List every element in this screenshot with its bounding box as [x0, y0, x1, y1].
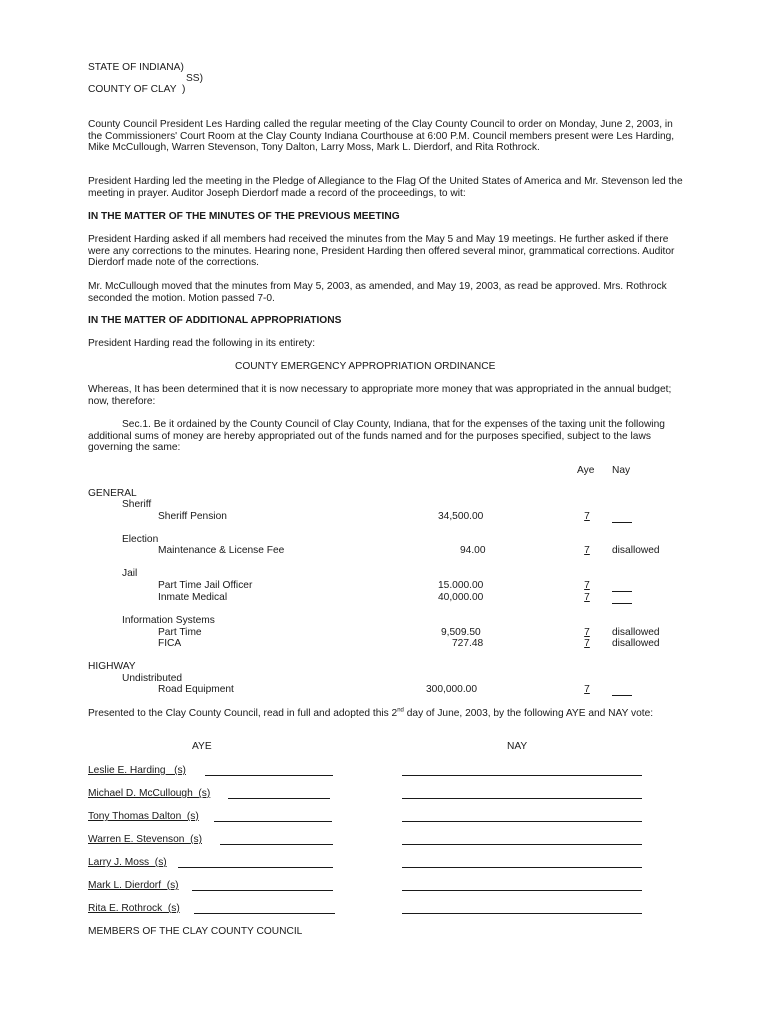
nay-disallowed-maintenance-fee: disallowed	[612, 545, 660, 556]
aye-vote-part-time: 7	[584, 627, 590, 638]
section-one-paragraph: Sec.1. Be it ordained by the County Council of Clay County, Indiana, that for the expenses of the taxing unit the following additional sums of money are hereby appropriated out of the funds named and for the purposes specified, subject to the laws governing the same:	[88, 419, 665, 454]
aye-column-header: Aye	[577, 465, 595, 476]
signature-member-dalton: Tony Thomas Dalton (s)	[88, 811, 199, 822]
signature-member-dierdorf: Mark L. Dierdorf (s)	[88, 880, 179, 891]
aye-vote-road-equipment: 7	[584, 684, 590, 695]
caption-county: COUNTY OF CLAY )	[88, 84, 186, 95]
nay-disallowed-part-time: disallowed	[612, 627, 660, 638]
nay-signatures-header: NAY	[507, 741, 528, 752]
heading-minutes: IN THE MATTER OF THE MINUTES OF THE PREVIOUS MEETING	[88, 211, 400, 222]
signature-member-harding: Leslie E. Harding (s)	[88, 765, 186, 776]
nay-blank-road-equipment	[612, 695, 632, 696]
aye-line-harding	[205, 775, 333, 776]
signature-member-rothrock: Rita E. Rothrock (s)	[88, 903, 180, 914]
adoption-text-part2: day of June, 2003, by the following AYE and NAY vote:	[403, 708, 654, 719]
whereas-paragraph: Whereas, It has been determined that it is now necessary to appropriate more money that was appropriated in the annual budget; now, therefore:	[88, 384, 672, 407]
motion-paragraph: Mr. McCullough moved that the minutes from May 5, 2003, as amended, and May 19, 2003, as read be approved. Mrs. Rothrock seconded the motion. Motion passed 7-0.	[88, 281, 667, 304]
dept-information-systems: Information Systems	[122, 615, 215, 626]
signature-member-mccullough: Michael D. McCullough (s)	[88, 788, 211, 799]
line-item-road-equipment: Road Equipment	[158, 684, 234, 695]
ordinance-title: COUNTY EMERGENCY APPROPRIATION ORDINANCE	[235, 361, 496, 372]
fund-general: GENERAL	[88, 488, 137, 499]
amount-sheriff-pension: 34,500.00	[438, 511, 484, 522]
nay-line-rothrock	[402, 913, 642, 914]
amount-part-time-jail-officer: 15.000.00	[438, 580, 484, 591]
caption-ss: SS)	[186, 73, 203, 84]
aye-vote-inmate-medical: 7	[584, 592, 590, 603]
aye-line-moss	[178, 867, 333, 868]
line-item-maintenance-fee: Maintenance & License Fee	[158, 545, 285, 556]
nay-line-moss	[402, 867, 642, 868]
aye-signatures-header: AYE	[192, 741, 212, 752]
fund-highway: HIGHWAY	[88, 661, 136, 672]
signature-member-moss: Larry J. Moss (s)	[88, 857, 167, 868]
nay-line-dalton	[402, 821, 642, 822]
nay-line-mccullough	[402, 798, 642, 799]
amount-fica: 727.48	[452, 638, 484, 649]
nay-blank-sheriff-pension	[612, 522, 632, 523]
nay-disallowed-fica: disallowed	[612, 638, 660, 649]
adoption-text-part1: Presented to the Clay County Council, read in full and adopted this 2	[88, 708, 398, 719]
minutes-paragraph: President Harding asked if all members had received the minutes from the May 5 and May 19 meetings. He further asked if there were any corrections to the minutes. Hearing none, President Harding then offered several minor, grammatical corrections. Auditor Dierdorf made note of the corrections.	[88, 234, 675, 269]
pledge-paragraph: President Harding led the meeting in the Pledge of Allegiance to the Flag Of the United States of America and Mr. Stevenson led the meeting in prayer. Auditor Joseph Dierdorf made a record of the proceedings, to wit:	[88, 176, 683, 199]
line-item-part-time-jail-officer: Part Time Jail Officer	[158, 580, 253, 591]
line-item-inmate-medical: Inmate Medical	[158, 592, 228, 603]
aye-line-dierdorf	[192, 890, 333, 891]
aye-line-dalton	[214, 821, 332, 822]
dept-undistributed: Undistributed	[122, 673, 183, 684]
heading-appropriations: IN THE MATTER OF ADDITIONAL APPROPRIATIONS	[88, 315, 342, 326]
line-item-sheriff-pension: Sheriff Pension	[158, 511, 227, 522]
council-members-footer: MEMBERS OF THE CLAY COUNTY COUNCIL	[88, 926, 303, 937]
amount-inmate-medical: 40,000.00	[438, 592, 484, 603]
dept-sheriff: Sheriff	[122, 499, 152, 510]
aye-line-mccullough	[228, 798, 330, 799]
amount-road-equipment: 300,000.00	[426, 684, 477, 695]
nay-blank-part-time-jail-officer	[612, 591, 632, 592]
nay-column-header: Nay	[612, 465, 631, 476]
dept-election: Election	[122, 534, 159, 545]
adoption-ordinal-suffix: nd	[397, 707, 404, 714]
line-item-part-time: Part Time	[158, 627, 202, 638]
aye-line-stevenson	[220, 844, 333, 845]
call-to-order-paragraph: County Council President Les Harding called the regular meeting of the Clay County Council to order on Monday, June 2, 2003, in the Commissioners' Court Room at the Clay County Indiana Courthouse at 6:00 P.M. Council members present were Les Harding, Mike McCullough, Warren Stevenson, Tony Dalton, Larry Moss, Mark L. Dierdorf, and Rita Rothrock.	[88, 119, 675, 154]
nay-line-dierdorf	[402, 890, 642, 891]
aye-vote-fica: 7	[584, 638, 590, 649]
nay-line-harding	[402, 775, 642, 776]
nay-line-stevenson	[402, 844, 642, 845]
read-paragraph: President Harding read the following in its entirety:	[88, 338, 316, 349]
line-item-fica: FICA	[158, 638, 182, 649]
aye-line-rothrock	[194, 913, 335, 914]
caption-state: STATE OF INDIANA)	[88, 62, 184, 73]
signature-member-stevenson: Warren E. Stevenson (s)	[88, 834, 202, 845]
aye-vote-part-time-jail-officer: 7	[584, 580, 590, 591]
dept-jail: Jail	[122, 568, 138, 579]
aye-vote-maintenance-fee: 7	[584, 545, 590, 556]
adoption-paragraph	[88, 708, 688, 720]
aye-vote-sheriff-pension: 7	[584, 511, 590, 522]
amount-maintenance-fee: 94.00	[460, 545, 486, 556]
nay-blank-inmate-medical	[612, 603, 632, 604]
amount-part-time: 9,509.50	[441, 627, 481, 638]
